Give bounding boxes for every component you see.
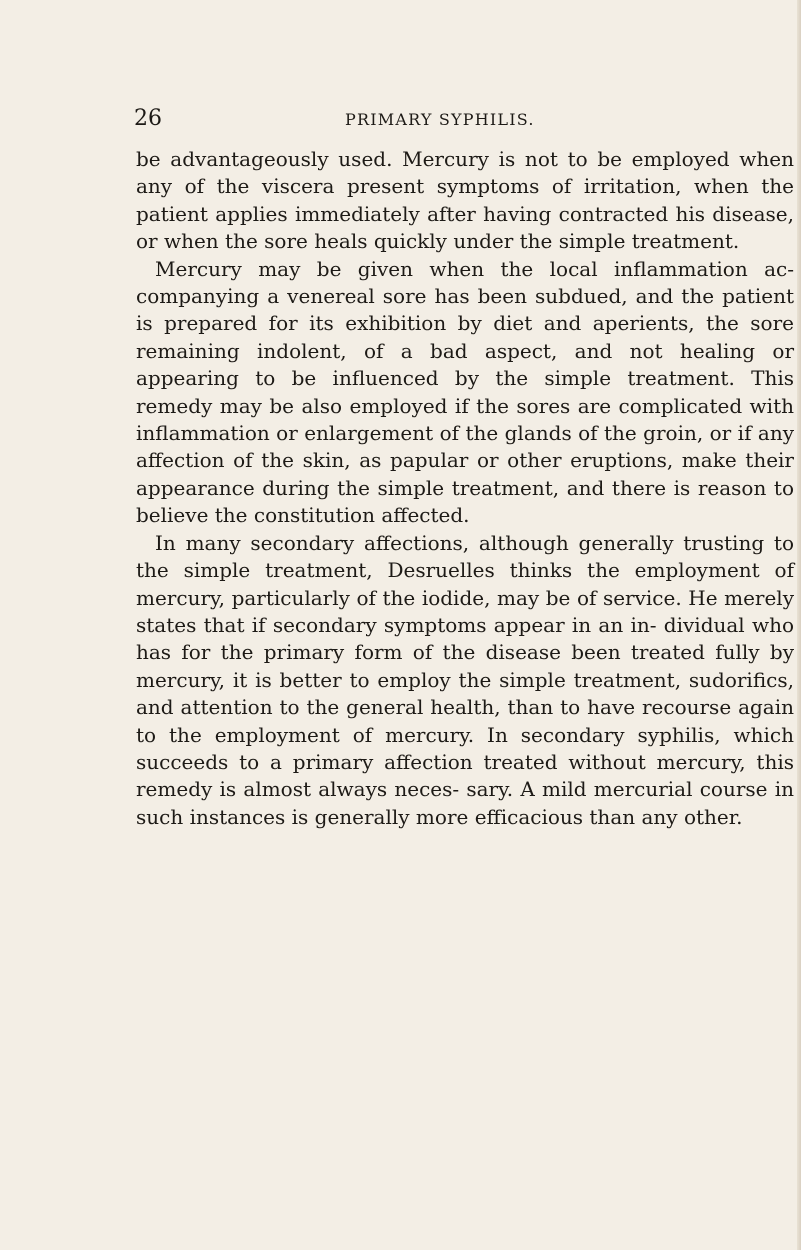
page-number: 26 [134, 106, 162, 131]
paragraph-3: In many secondary affections, although generally trusting to the simple treatment, Desruelles thinks the employment of mercury, particularly of the iodide, may be of service. He merely states that if secondary symptoms appear in an in- dividual who has for the primary form of the disease been treated fully by mercury, it is better to employ the simple treatment, sudorifics, and attention to the general health, than to have recourse again to the employment of mercury. In secondary syphilis, which succeeds to a primary affection treated without mercury, this remedy is almost always neces- sary. A mild mercurial course in such instances is generally more efficacious than any other. [136, 530, 794, 829]
running-head [134, 104, 774, 134]
page-edge [797, 0, 801, 1250]
paragraph-2: Mercury may be given when the local inflammation ac- companying a venereal sore has been subdued, and the patient is prepared for its exhibition by diet and aperients, the sore remaining indolent, of a bad aspect, and not healing or appearing to be influenced by the simple treatment. This remedy may be also employed if the sores are complicated with inflammation or enlargement of the glands of the groin, or if any affection of the skin, as papular or other eruptions, make their appearance during the simple treatment, and there is reason to believe the constitution affected. [136, 256, 794, 528]
running-title: PRIMARY SYPHILIS. [345, 110, 535, 129]
paragraph-1: be advantageously used. Mercury is not to be employed when any of the viscera present symptoms of irritation, when the patient applies immediately after having contracted his disease, or when the sore heals quickly under the simple treatment. [136, 147, 794, 254]
body-text [136, 146, 794, 831]
